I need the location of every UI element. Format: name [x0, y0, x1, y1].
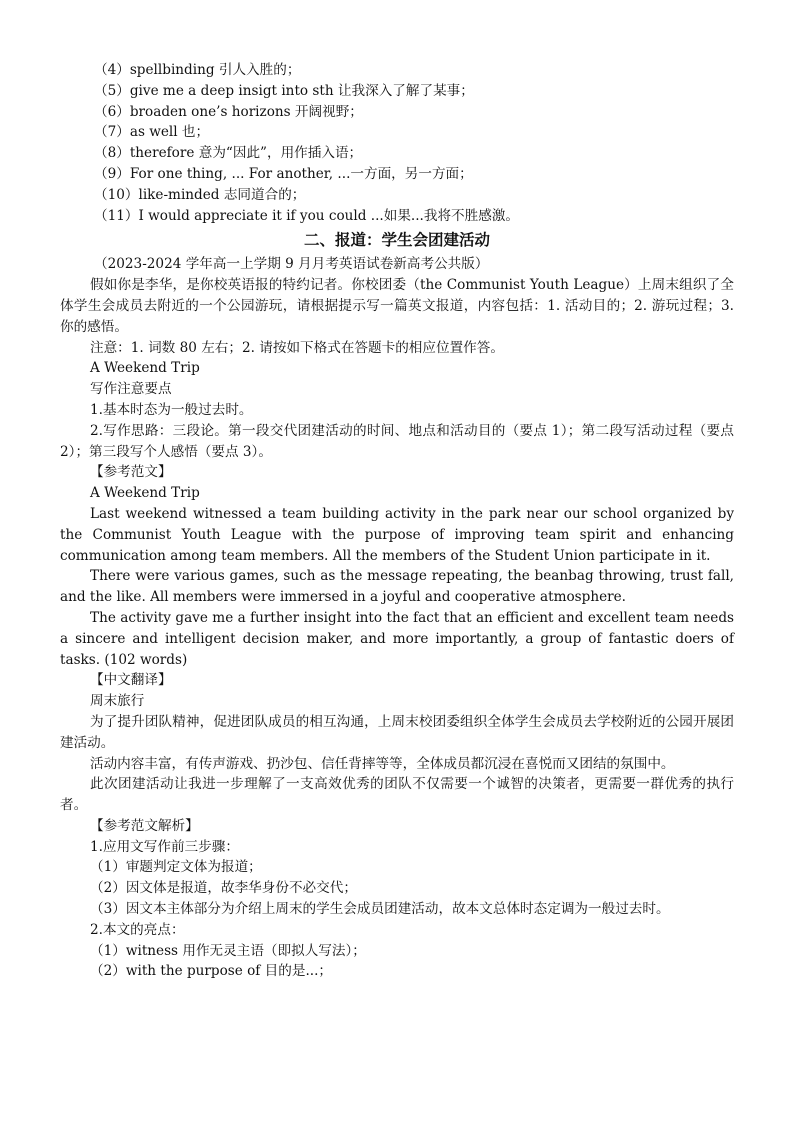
list-item: （7）as well 也； — [94, 124, 210, 141]
list-item: （10）like-minded 志同道合的； — [94, 186, 306, 203]
task-prompt: 假如你是李华，是你校英语报的特约记者。你校团委（the Communist Youth League）上周末组织了全体学生会成员去附近的一个公园游玩，请根据提示写一篇英文报道，内容包括：1. 活动目的；2. 游玩过程；3. 你的感悟。 — [60, 277, 734, 335]
list-item: （8）therefore 意为“因此”，用作插入语； — [94, 145, 363, 162]
model-essay-title: A Weekend Trip — [90, 485, 200, 502]
list-item: （6）broaden one’s horizons 开阔视野； — [94, 103, 363, 120]
model-paragraph: There were various games, such as the message repeating, the beanbag throwing, trust fall, and the like. All members were immersed in a joyful and cooperative atmosphere. — [60, 568, 734, 606]
analysis-item: 1.应用文写作前三步骤： — [90, 838, 239, 855]
analysis-item: （2）因文体是报道，故李华身份不必交代； — [90, 880, 357, 897]
source-note: （2023-2024 学年高一上学期 9 月月考英语试卷新高考公共版） — [94, 256, 489, 273]
list-item: （9）For one thing, ... For another, ...一方面，另一方面； — [94, 165, 473, 182]
analysis-label: 【参考范文解析】 — [90, 817, 199, 834]
analysis-item: 2.本文的亮点： — [90, 921, 185, 938]
tips-heading: 写作注意要点 — [90, 381, 172, 398]
translation-title: 周末旅行 — [90, 693, 145, 710]
model-paragraph: Last weekend witnessed a team building activity in the park near our school organized by the Communist Youth League with the purpose of improving team spirit and enhancing communication among team members. All the members of the Student Union participate in it. — [60, 505, 734, 564]
list-item: （11）I would appreciate it if you could ...如果...我将不胜感激。 — [94, 207, 520, 224]
vocab-list — [60, 60, 734, 226]
analysis-item: （3）因文本主体部分为介绍上周末的学生会成员团建活动，故本文总体时态定调为一般过去时。 — [90, 901, 670, 918]
task-notice: 注意：1. 词数 80 左右；2. 请按如下格式在答题卡的相应位置作答。 — [90, 339, 504, 356]
list-item: （4）spellbinding 引人入胜的； — [94, 62, 301, 78]
section-title: 二、报道：学生会团建活动 — [303, 231, 490, 250]
model-essay-label: 【参考范文】 — [90, 464, 172, 481]
essay-title-format: A Weekend Trip — [90, 360, 200, 377]
tip-item: 2.写作思路：三段论。第一段交代团建活动的时间、地点和活动目的（要点 1）；第二段写活动过程（要点 2）；第三段写个人感悟（要点 3）。 — [60, 422, 734, 460]
translation-paragraph: 活动内容丰富，有传声游戏、扔沙包、信任背摔等等，全体成员都沉浸在喜悦而又团结的氛围中。 — [90, 755, 675, 772]
analysis-item: （1）审题判定文体为报道； — [90, 859, 262, 876]
model-paragraph: The activity gave me a further insight into the fact that an efficient and excellent team needs a sincere and intelligent decision maker, and more importantly, a group of fantastic doers of tasks. (102 words) — [60, 609, 734, 668]
document-page — [60, 60, 734, 982]
translation-label: 【中文翻译】 — [90, 672, 172, 689]
tip-item: 1.基本时态为一般过去时。 — [90, 401, 253, 418]
analysis-item: （2）with the purpose of 目的是...； — [90, 963, 332, 980]
translation-paragraph: 为了提升团队精神，促进团队成员的相互沟通，上周末校团委组织全体学生会成员去学校附近的公园开展团建活动。 — [60, 713, 734, 751]
translation-paragraph: 此次团建活动让我进一步理解了一支高效优秀的团队不仅需要一个诚智的决策者，更需要一群优秀的执行者。 — [60, 776, 734, 814]
list-item: （5）give me a deep insigt into sth 让我深入了解了某事； — [94, 82, 474, 99]
analysis-item: （1）witness 用作无灵主语（即拟人写法）； — [90, 942, 366, 959]
